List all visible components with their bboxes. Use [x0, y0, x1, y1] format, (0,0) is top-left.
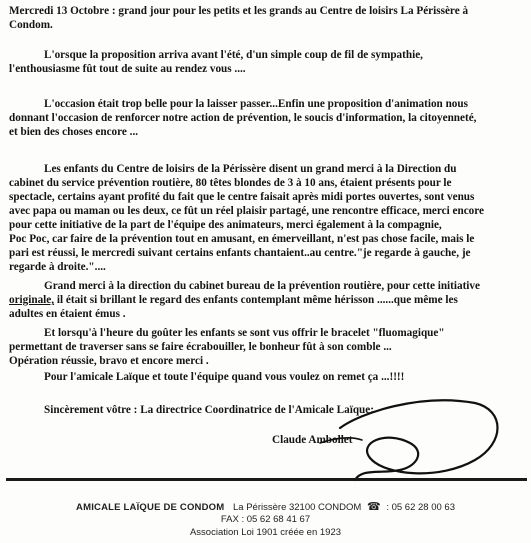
intro-paragraph: [9, 4, 519, 32]
paragraph-line: avec papa ou maman ou les deux, ce fût un réel plaisir partagé, une rencontre efficace, merci encore: [9, 205, 484, 217]
paragraph-line: pour cette initiative de la part de l'équipe des animateurs, merci également à la compagnie,: [9, 219, 442, 231]
paragraph-line: [9, 293, 519, 307]
paragraph-line: Opération réussie, bravo et encore merci .: [9, 355, 209, 367]
paragraph-line: Poc Poc, car faire de la prévention tout en amusant, en émerveillant, n'est pas chose facile, mais le: [9, 233, 475, 245]
paragraph-line: l'enthousiasme fût tout de suite au rendez vous ....: [9, 63, 246, 75]
paragraph-1: [9, 48, 519, 76]
footer-line-1: [0, 500, 531, 513]
paragraph-line: regarde à droite."....: [9, 261, 106, 273]
paragraph-line: spectacle, certains ayant profité du fait que le centre faisait après midi portes ouvertes, sont venus: [9, 191, 475, 203]
telephone-icon: ☎: [366, 501, 381, 513]
closing-text: Sincèrement vôtre : La directrice Coordinatrice de l'Amicale Laïque:: [44, 404, 374, 416]
footer-fax: FAX : 05 62 68 41 67: [220, 514, 311, 525]
paragraph-line: L'orsque la proposition arriva avant l'été, d'un simple coup de fil de sympathie,: [44, 49, 423, 61]
paragraph-6: [9, 370, 519, 384]
paragraph-line: Pour l'amicale Laïque et toute l'équipe quand vous voulez on remet ça ...!!!!: [44, 371, 405, 383]
paragraph-line: donnant l'occasion de renforcer notre action de prévention, le soucis d'information, la citoyenneté,: [9, 112, 477, 124]
intro-line: Condom.: [9, 19, 53, 31]
footer-address: La Périssère 32100 CONDOM: [233, 502, 362, 513]
paragraph-3: [9, 162, 519, 274]
paragraph-line: Grand merci à la direction du cabinet bureau de la prévention routière, pour cette initiative: [44, 280, 480, 292]
paragraph-line: cabinet du service prévention routière, 80 têtes blondes de 3 à 10 ans, étaient présents pour le: [9, 177, 452, 189]
paragraph-2: [9, 97, 519, 139]
footer-association: Association Loi 1901 créée en 1923: [189, 527, 342, 538]
paragraph-line: permettant de traverser sans se faire écrabouiller, le bonheur fût à son comble ...: [9, 341, 392, 353]
footer-divider: [6, 478, 527, 481]
paragraph-4: [9, 279, 519, 321]
paragraph-5: [9, 326, 519, 368]
signatory-name: Claude Ambollet: [272, 434, 353, 446]
intro-line: Mercredi 13 Octobre : grand jour pour les petits et les grands au Centre de loisirs La Périssère à: [9, 5, 469, 17]
paragraph-line: Les enfants du Centre de loisirs de la Périssère disent un grand merci à la Direction du: [44, 163, 457, 175]
paragraph-line: adultes en étaient émus .: [9, 308, 126, 320]
paragraph-text: il était si brillant le regard des enfants contemplant même hérisson ......que même les: [54, 294, 458, 306]
footer-org: AMICALE LAÏQUE DE CONDOM: [76, 502, 225, 513]
paragraph-line: L'occasion était trop belle pour la laisser passer...Enfin une proposition d'animation nous: [44, 98, 468, 110]
paragraph-line: pari est réussi, le mercredi suivant certains enfants chantaient..au centre."je regarde à gauche, je: [9, 247, 471, 259]
underlined-word: originale,: [9, 294, 55, 306]
handwritten-signature: [300, 388, 510, 488]
footer-phone: : 05 62 28 00 63: [386, 502, 455, 513]
paragraph-line: et bien des choses encore ...: [9, 126, 139, 138]
paragraph-line: Et lorsqu'à l'heure du goûter les enfants se sont vus offrir le bracelet "fluomagique": [44, 327, 445, 339]
